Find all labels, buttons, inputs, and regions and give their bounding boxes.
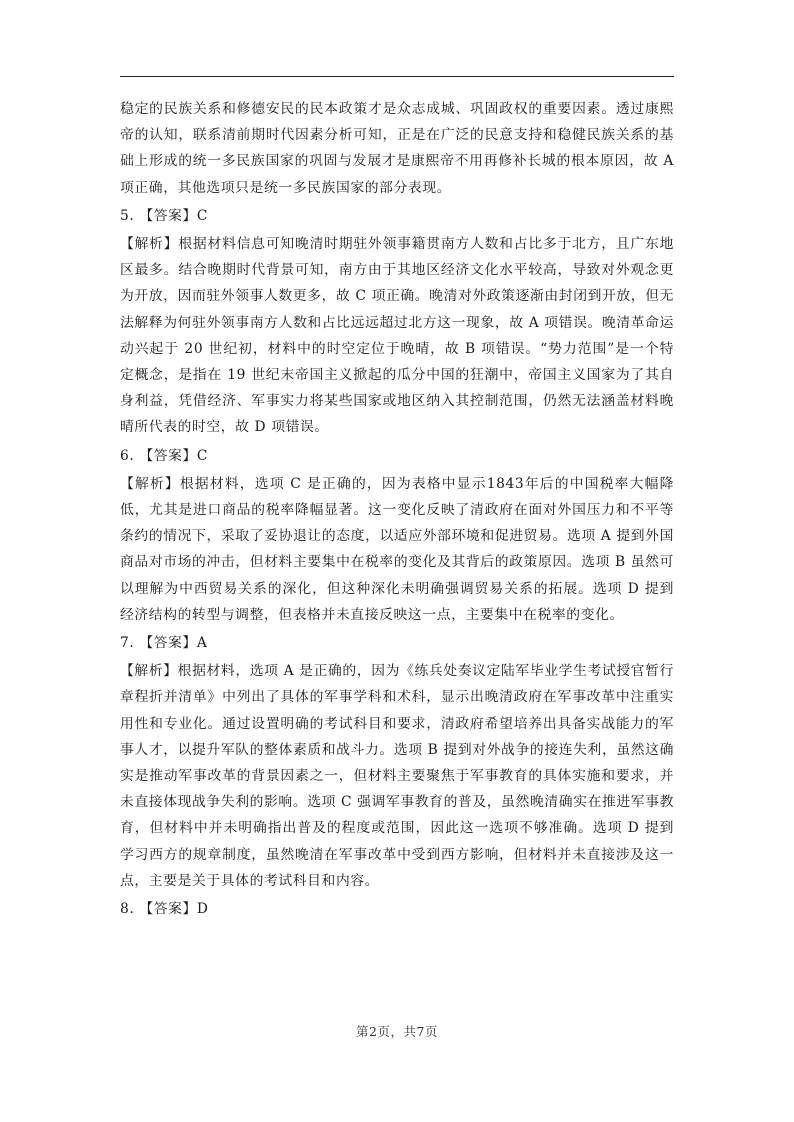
header-rule <box>120 76 674 77</box>
page-body <box>120 96 674 924</box>
answer-5: 5. 【答案】C <box>120 207 209 224</box>
answer-6: 6. 【答案】C <box>120 447 209 464</box>
answer-7: 7. 【答案】A <box>120 635 208 652</box>
paragraph-continuation: 稳定的民族关系和修德安民的民本政策才是众志成城、巩固政权的重要因素。透过康熙帝的认知，联系清前期时代因素分析可知，正是在广泛的民意支持和稳健民族关系的基础上形成的统一多民族国家的巩固与发展才是康熙帝不用再修补长城的根本原因，故 A 项正确，其他选项只是统一多民族国家的部分表现。 <box>120 101 674 196</box>
analysis-7: 【解析】根据材料，选项 A 是正确的，因为《练兵处奏议定陆军毕业学生考试授官暂行章程折并清单》中列出了具体的军事学科和术科，显示出晚清政府在军事改革中注重实用性和专业化。通过设置明确的考试科目和要求，清政府希望培养出具备实战能力的军事人才，以提升军队的整体素质和战斗力。选项 B 提到对外战争的接连失利，虽然这确实是推动军事改革的背景因素之一，但材料主要聚焦于军事教育的具体实施和要求，并未直接体现战争失利的影响。选项 C 强调军事教育的普及，虽然晚清确实在推进军事教育，但材料中并未明确指出普及的程度或范围，因此这一选项不够准确。选项 D 提到学习西方的规章制度，虽然晚清在军事改革中受到西方影响，但材料并未直接涉及这一点，主要是关于具体的考试科目和内容。 <box>120 663 674 889</box>
answer-8: 8. 【答案】D <box>120 901 209 918</box>
page-footer: 第2页，共7页 <box>356 1024 438 1039</box>
analysis-6: 【解析】根据材料，选项 C 是正确的，因为表格中显示1843年后的中国税率大幅降低，尤其是进口商品的税率降幅显著。这一变化反映了清政府在面对外国压力和不平等条约的情况下，采取了妥协退让的态度，以适应外部环境和促进贸易。选项 A 提到外国商品对市场的冲击，但材料主要集中在税率的变化及其背后的政策原因。选项 B 虽然可以理解为中西贸易关系的深化，但这种深化未明确强调贸易关系的拓展。选项 D 提到经济结构的转型与调整，但表格并未直接反映这一点，主要集中在税率的变化。 <box>120 475 674 623</box>
analysis-5: 【解析】根据材料信息可知晚清时期驻外领事籍贯南方人数和占比多于北方，且广东地区最多。结合晚期时代背景可知，南方由于其地区经济文化水平较高，导致对外观念更为开放，因而驻外领事人数更多，故 C 项正确。晚清对外政策逐渐由封闭到开放，但无法解释为何驻外领事南方人数和占比远远超过北方这一现象，故 A 项错误。晚清革命运动兴起于 20 世纪初，材料中的时空定位于晚晴，故 B 项错误。“势力范围”是一个特定概念，是指在 19 世纪末帝国主义掀起的瓜分中国的狂潮中，帝国主义国家为了其自身利益，凭借经济、军事实力将某些国家或地区纳入其控制范围，仍然无法涵盖材料晚晴所代表的时空，故 D 项错误。 <box>120 236 674 436</box>
